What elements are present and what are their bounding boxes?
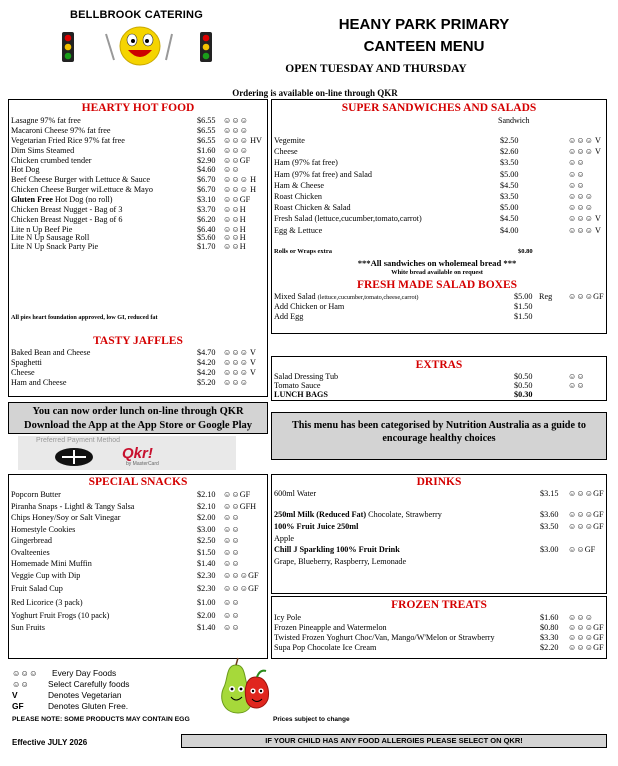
item-name: Ovalteenies (11, 547, 50, 557)
item-price: $3.50 (500, 191, 519, 201)
item-name: Add Egg (274, 311, 304, 321)
list-item (11, 195, 265, 205)
item-price: $3.70 (197, 205, 216, 215)
item-name: Baked Bean and Cheese (11, 348, 91, 357)
item-price: $4.00 (500, 225, 519, 235)
frozen-title: FROZEN TREATS (391, 599, 487, 611)
list-item (11, 233, 265, 242)
item-name: Chicken Breast Nugget - Bag of 3 (11, 205, 123, 215)
list-item (11, 358, 265, 368)
list-item (11, 559, 265, 571)
list-item (11, 536, 265, 548)
item-price: $1.50 (514, 311, 533, 321)
item-name: Ham (97% fat free) (274, 158, 338, 168)
list-item (274, 192, 604, 203)
list-item (274, 158, 604, 169)
list-item (274, 302, 604, 312)
item-rating: ☺☺ (223, 611, 240, 620)
fruit-characters-icon (212, 655, 272, 717)
snacks-title: SPECIAL SNACKS (88, 476, 188, 488)
item-price: $2.10 (197, 501, 216, 511)
jaffles-list (11, 348, 265, 388)
sandwiches-box (271, 99, 607, 334)
legend-text: Denotes Gluten Free. (48, 701, 129, 711)
item-price: $0.80 (540, 622, 559, 632)
traffic-light-smiley-icon (58, 20, 226, 70)
item-rating: ☺☺GF (223, 155, 251, 165)
item-rating: ☺☺ (568, 372, 585, 381)
item-rating: ☺☺H (223, 205, 246, 215)
mixed-salad-label: Mixed Salad (lettuce,cucumber,tomato,cheese,carrot) (274, 292, 419, 301)
list-item (11, 571, 265, 585)
page-title-line1: HEANY PARK PRIMARY (338, 16, 510, 33)
allergy-banner: IF YOUR CHILD HAS ANY FOOD ALLERGIES PLEASE SELECT ON QKR! (181, 734, 607, 748)
item-rating: ☺☺GFH (223, 501, 257, 511)
item-name: Twisted Frozen Yoghurt Choc/Van, Mango/W'Melon or Strawberry (274, 632, 495, 642)
item-price: $6.55 (197, 135, 216, 145)
item-name: Lasagne 97% fat free (11, 116, 81, 125)
list-item: Grape, Blueberry, Raspberry, Lemonade (274, 557, 407, 567)
list-item (274, 147, 604, 158)
list-item (11, 225, 265, 234)
item-price: $4.50 (500, 180, 519, 190)
item-rating: ☺☺☺ V (223, 357, 256, 367)
item-name: Macaroni Cheese 97% fat free (11, 125, 111, 135)
item-rating: ☺☺ (223, 536, 240, 545)
item-rating: ☺☺☺ V (223, 348, 256, 357)
list-item (274, 390, 604, 399)
drinks-box (271, 474, 607, 594)
wholemeal-note: ***All sandwiches on wholemeal bread *** (357, 258, 517, 268)
snacks-list (11, 490, 265, 634)
nutrition-banner: This menu has been categorised by Nutrition Australia as a guide to encourage healthy choices (271, 412, 607, 460)
item-price: $1.50 (197, 547, 216, 557)
item-price: $2.30 (197, 584, 216, 593)
item-name: Chips Honey/Soy or Salt Vinegar (11, 513, 121, 522)
white-bread-note: White bread available on request (391, 269, 483, 276)
item-rating: ☺☺☺ HV (223, 135, 262, 145)
payment-method-logo[interactable] (18, 436, 236, 470)
item-rating: ☺☺☺ (568, 191, 594, 201)
list-item (274, 372, 604, 381)
qkr-icon (54, 447, 94, 467)
item-price: $2.00 (197, 513, 216, 522)
list-item (11, 502, 265, 514)
item-price: $2.50 (197, 536, 216, 545)
legend-item (12, 668, 202, 679)
item-rating: ☺☺ (568, 180, 585, 190)
legend-item (12, 679, 202, 690)
item-name: Gluten Free Hot Dog (no roll) (11, 195, 113, 205)
item-name: Tomato Sauce (274, 381, 321, 390)
legend-text: Select Carefully foods (48, 679, 130, 689)
list-item (274, 292, 604, 302)
item-price: $1.70 (197, 241, 216, 251)
item-name: Chicken crumbed tender (11, 155, 92, 165)
item-rating: ☺☺☺ (223, 116, 249, 125)
legend-item (12, 701, 202, 712)
list-item: Apple (274, 533, 295, 543)
snacks-box (8, 474, 268, 659)
item-name: Veggie Cup with Dip (11, 570, 81, 580)
item-price: $4.60 (197, 165, 216, 175)
item-rating: ☺☺ (223, 622, 240, 632)
list-item (11, 378, 265, 388)
mixed-salad-price: $5.00 (514, 292, 533, 301)
item-name: Lite N Up Snack Party Pie (11, 241, 99, 251)
item-name: Popcorn Butter (11, 490, 61, 499)
item-rating: ☺☺☺ V (568, 225, 601, 235)
item-price: $6.40 (197, 224, 216, 234)
item-rating: ☺☺GF (223, 195, 251, 205)
item-price: $1.60 (540, 613, 559, 622)
list-item (274, 214, 604, 225)
item-price: $4.50 (500, 214, 519, 224)
item-name: Homemade Mini Muffin (11, 559, 92, 568)
list-item (11, 136, 265, 146)
item-price: $6.55 (197, 125, 216, 135)
list-item (11, 242, 265, 251)
item-price: $0.30 (514, 390, 533, 399)
qkr-banner-line2: Download the App at the App Store or Google Play (23, 420, 252, 431)
list-item (11, 116, 265, 126)
ordering-note: Ordering is available on-line through QKR (232, 88, 398, 98)
item-price: $0.50 (514, 372, 533, 381)
list-item (11, 185, 265, 195)
list-item (11, 348, 265, 358)
item-name: Red Licorice (3 pack) (11, 597, 83, 607)
item-price: $2.00 (197, 611, 216, 620)
item-name: Yoghurt Fruit Frogs (10 pack) (11, 611, 110, 620)
list-item (11, 205, 265, 215)
frozen-list (274, 613, 604, 653)
list-item (11, 611, 265, 623)
item-rating: ☺☺☺ (223, 145, 249, 155)
qkr-logo-text: Qkr! (122, 445, 153, 462)
jaffles-title: TASTY JAFFLES (93, 335, 183, 347)
sandwich-col-header: Sandwich (498, 116, 530, 125)
item-rating: ☺☺H (223, 233, 246, 243)
list-item (11, 156, 265, 166)
list-item (11, 548, 265, 560)
list-item (11, 525, 265, 537)
list-item (11, 584, 265, 598)
page-title-line2: CANTEEN MENU (363, 38, 485, 55)
list-item (11, 215, 265, 225)
item-price: $6.70 (197, 175, 216, 185)
list-item (11, 490, 265, 502)
frozen-box (271, 596, 607, 659)
item-name: Add Chicken or Ham (274, 301, 345, 311)
item-price: $1.60 (197, 145, 216, 155)
legend-symbol: ☺☺ (12, 679, 30, 689)
item-price: $3.50 (500, 158, 519, 168)
item-name: Vegemite (274, 136, 305, 145)
item-name: Vegetarian Fried Rice 97% fat free (11, 135, 125, 145)
item-name: Lite N Up Sausage Roll (11, 233, 90, 243)
list-item (11, 175, 265, 185)
extras-list (274, 372, 604, 399)
item-name: Ham (97% fat free) and Salad (274, 169, 372, 179)
list-item: 250ml Milk (Reduced Fat) Chocolate, Strawberry $3.60 ☺☺☺GF (274, 509, 604, 519)
list-item: 100% Fruit Juice 250ml $3.50 ☺☺☺GF (274, 521, 604, 531)
item-name: Fruit Salad Cup (11, 584, 63, 593)
list-item (11, 513, 265, 525)
egg-note: PLEASE NOTE: SOME PRODUCTS MAY CONTAIN EGG (12, 716, 190, 723)
item-rating: ☺☺☺GF (568, 632, 604, 642)
list-item (11, 165, 265, 175)
list-item (274, 170, 604, 181)
qkr-byline: by MasterCard (126, 461, 159, 467)
hot-food-title: HEARTY HOT FOOD (81, 102, 195, 114)
list-item (274, 312, 604, 322)
item-name: Piranha Snaps - Lightl & Tangy Salsa (11, 501, 135, 511)
list-item (11, 368, 265, 378)
item-rating: ☺☺☺ H (223, 175, 257, 185)
item-rating: ☺☺ (223, 524, 240, 534)
item-price: $2.10 (197, 490, 216, 499)
item-name: Chicken Breast Nugget - Bag of 6 (11, 214, 123, 224)
item-name: Beef Cheese Burger with Lettuce & Sauce (11, 175, 150, 185)
item-rating: ☺☺☺ (223, 377, 249, 387)
list-item (11, 598, 265, 612)
item-rating: ☺☺ (223, 165, 240, 175)
list-item (274, 181, 604, 192)
item-name: Icy Pole (274, 613, 302, 622)
effective-date: Effective JULY 2026 (12, 738, 88, 747)
item-rating: ☺☺☺ V (568, 214, 601, 224)
list-item (274, 203, 604, 214)
item-name: Frozen Pineapple and Watermelon (274, 622, 387, 632)
item-name: Fresh Salad (lettuce,cucumber,tomato,carrot) (274, 214, 422, 224)
list-item: 600ml Water $3.15 ☺☺☺GF (274, 489, 604, 498)
item-rating: ☺☺ (223, 597, 240, 607)
item-price: $2.60 (500, 147, 519, 157)
sandwiches-title: SUPER SANDWICHES AND SALADS (341, 102, 537, 114)
item-price: $1.00 (197, 597, 216, 607)
list-item (274, 633, 604, 643)
item-rating: ☺☺☺ V (568, 147, 601, 157)
item-price: $6.20 (197, 214, 216, 224)
item-rating: ☺☺☺ (568, 203, 594, 213)
item-name: Roast Chicken (274, 191, 322, 201)
list-item (11, 146, 265, 156)
legend-text: Denotes Vegetarian (48, 690, 122, 700)
item-name: Cheese (274, 147, 298, 157)
list-item (274, 226, 604, 237)
qkr-banner-line1: You can now order lunch on-line through QKR (32, 406, 244, 417)
item-rating: ☺☺☺ V (568, 136, 601, 145)
item-price: $1.40 (197, 622, 216, 632)
list-item (11, 126, 265, 136)
legend-text: Every Day Foods (52, 668, 117, 678)
list-item (274, 381, 604, 390)
item-rating: ☺☺☺GF (568, 622, 604, 632)
item-price: $1.40 (197, 559, 216, 568)
item-price: $4.20 (197, 367, 216, 377)
item-rating: ☺☺ (568, 381, 585, 390)
item-name: Hot Dog (11, 165, 40, 175)
salad-boxes-title: FRESH MADE SALAD BOXES (356, 279, 518, 291)
mixed-salad-tag: ☺☺☺GF (568, 292, 604, 301)
rolls-price: $0.80 (518, 248, 533, 255)
item-price: $6.55 (197, 116, 216, 125)
item-rating: ☺☺☺ H (223, 185, 257, 195)
list-item (11, 623, 265, 635)
payment-method-label: Preferred Payment Method (36, 437, 121, 444)
legend-symbol: GF (12, 701, 24, 711)
item-name: Cheese (11, 367, 35, 377)
item-price: $4.70 (197, 348, 216, 357)
item-price: $2.90 (197, 155, 216, 165)
brand-name: BELLBROOK CATERING (70, 9, 203, 21)
sandwiches-list (274, 136, 604, 237)
legend-symbol: V (12, 690, 18, 700)
jaffles-box (8, 333, 268, 395)
item-price: $3.30 (540, 632, 559, 642)
brand-logo (58, 6, 226, 70)
item-price: $2.20 (540, 642, 559, 652)
list-item (274, 136, 604, 147)
prices-note: Prices subject to change (273, 716, 350, 723)
item-name: Ham and Cheese (11, 377, 67, 387)
item-price: $2.30 (197, 570, 216, 580)
item-price: $4.20 (197, 357, 216, 367)
list-item (274, 613, 604, 623)
item-price: $5.00 (500, 169, 519, 179)
item-price: $5.20 (197, 377, 216, 387)
item-rating: ☺☺H (223, 214, 246, 224)
item-rating: ☺☺☺GF (223, 584, 259, 593)
open-days: OPEN TUESDAY AND THURSDAY (285, 63, 467, 75)
item-price: $1.50 (514, 301, 533, 311)
qkr-order-banner (8, 402, 268, 434)
hot-food-list (11, 116, 265, 251)
item-name: LUNCH BAGS (274, 390, 328, 399)
item-price: $3.00 (197, 524, 216, 534)
item-rating: ☺☺H (223, 224, 246, 234)
item-rating: ☺☺☺ (223, 125, 249, 135)
extras-box (271, 356, 607, 401)
list-item (274, 623, 604, 633)
item-name: Chicken Cheese Burger wiLettuce & Mayo (11, 185, 153, 195)
item-rating: ☺☺☺GF (223, 570, 259, 580)
item-name: Egg & Lettuce (274, 225, 323, 235)
item-rating: ☺☺ (568, 158, 585, 168)
list-item: Chill J Sparkling 100% Fruit Drink $3.00 ☺☺GF (274, 545, 596, 555)
legend-item (12, 690, 202, 701)
item-name: Salad Dressing Tub (274, 372, 339, 381)
item-name: Ham & Cheese (274, 180, 325, 190)
item-name: Lite n Up Beef Pie (11, 224, 73, 234)
drinks-title: DRINKS (416, 476, 462, 488)
item-price: $2.50 (500, 136, 519, 145)
item-price: $6.70 (197, 185, 216, 195)
item-name: Roast Chicken & Salad (274, 203, 351, 213)
item-price: $3.10 (197, 195, 216, 205)
legend-symbol: ☺☺☺ (12, 668, 38, 678)
salad-boxes-list (274, 292, 604, 322)
extras-title: EXTRAS (415, 359, 463, 371)
item-rating: ☺☺☺GF (568, 642, 604, 652)
item-rating: ☺☺H (223, 241, 246, 251)
item-rating: ☺☺ (223, 513, 240, 522)
item-price: $0.50 (514, 381, 533, 390)
legend (12, 668, 202, 712)
item-name: Homestyle Cookies (11, 524, 76, 534)
drinks-list (274, 489, 604, 567)
item-price: $5.60 (197, 233, 216, 243)
mixed-salad-size: Reg (539, 292, 553, 301)
item-name: Gingerbread (11, 536, 52, 545)
item-name: Supa Pop Chocolate Ice Cream (274, 642, 377, 652)
item-name: Dim Sims Steamed (11, 145, 75, 155)
item-rating: ☺☺☺ (568, 613, 594, 622)
hot-food-footnote: All pies heart foundation approved, low GI, reduced fat (11, 314, 158, 321)
item-name: Sun Fruits (11, 622, 45, 632)
item-name: Spaghetti (11, 357, 42, 367)
list-item (274, 643, 604, 653)
item-rating: ☺☺ (223, 559, 240, 568)
item-rating: ☺☺GF (223, 490, 251, 499)
item-rating: ☺☺ (568, 169, 585, 179)
item-rating: ☺☺☺ V (223, 367, 256, 377)
item-price: $5.00 (500, 203, 519, 213)
item-rating: ☺☺ (223, 547, 240, 557)
rolls-label: Rolls or Wraps extra (274, 248, 332, 255)
